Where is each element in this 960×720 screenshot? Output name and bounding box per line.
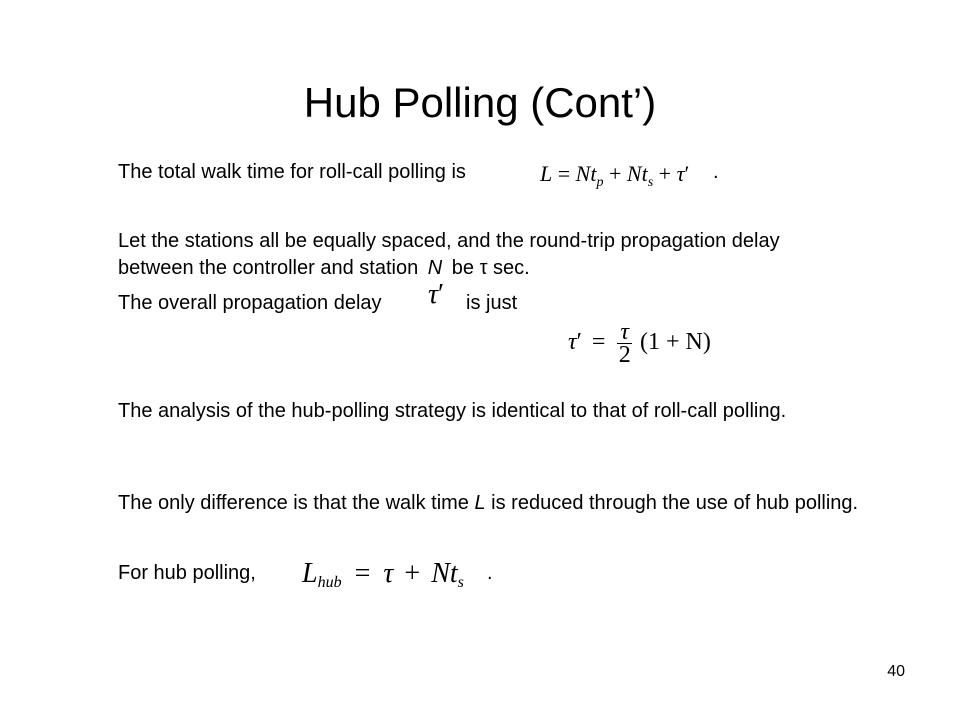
bullet-icon xyxy=(88,496,102,514)
bullet-1-text: The total walk time for roll-call polling is xyxy=(118,161,466,183)
bullet-icon xyxy=(88,296,102,314)
bullet-icon xyxy=(88,566,102,584)
walk-time-equation: $L = Nt_p + Nt_s + \tau'$ xyxy=(540,161,690,190)
bullet-3-tail: is just xyxy=(466,292,518,314)
bullet-2-text: Let the stations all be equally spaced, and the round-trip propagation delay between the controller and station N be τ sec. xyxy=(118,230,780,279)
bullet-3-text: The overall propagation delay xyxy=(118,292,382,314)
bullet-icon xyxy=(88,404,102,422)
bullet-1-suffix: . xyxy=(713,161,719,183)
bullet-4-text: The analysis of the hub-polling strategy is identical to that of roll-call polling. xyxy=(118,400,787,422)
bullet-icon xyxy=(88,234,102,252)
bullet-icon xyxy=(88,165,102,183)
bullet-6-text: For hub polling, xyxy=(118,562,256,584)
tau-prime-inline: τ′ xyxy=(428,279,445,310)
hub-walk-time-equation: $L_{hub} = \tau + Nt_s$ xyxy=(302,558,464,591)
page-number: 40 xyxy=(887,663,905,680)
tau-prime-formula: τ′ = $\frac{\tau}{2}$ (1 + N) xyxy=(568,318,711,368)
slide-title: Hub Polling (Cont’) xyxy=(303,79,657,126)
fraction: $\frac{\tau}{2}$ xyxy=(618,318,631,368)
bullet-6-suffix: . xyxy=(487,562,493,584)
bullet-5-text: The only difference is that the walk time L is reduced through the use of hub polling. xyxy=(118,492,859,514)
